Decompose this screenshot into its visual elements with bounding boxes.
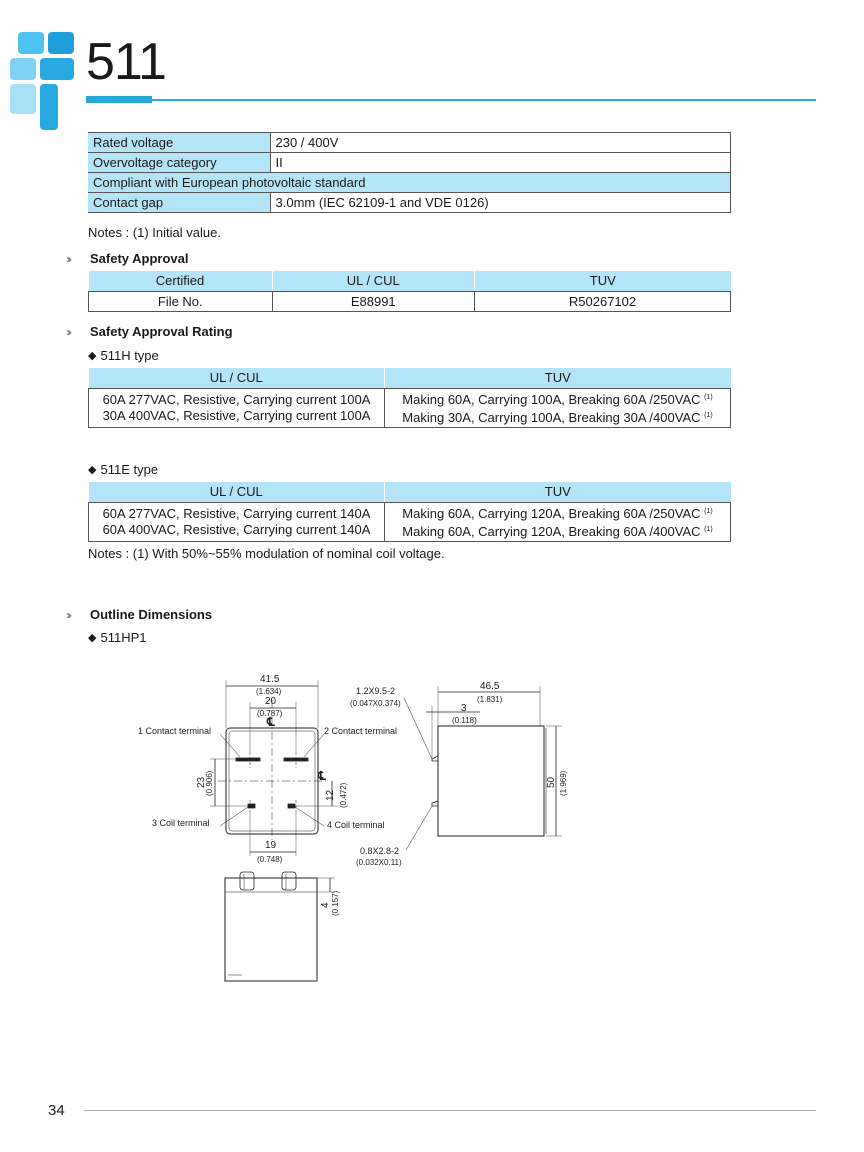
spec-row — [88, 153, 731, 173]
dim-label: (1.831) — [477, 695, 503, 704]
terminal-1 — [236, 758, 260, 761]
dim-label: (1.969) — [559, 770, 568, 796]
chevron-right-icon: ››› — [66, 324, 69, 339]
section-safety-approval — [66, 251, 189, 266]
terminal-label: 4 Coil terminal — [327, 820, 385, 830]
section-heading: Outline Dimensions — [90, 607, 213, 622]
title-rule — [86, 99, 816, 101]
rating-header: TUV — [385, 482, 731, 502]
type-label-text: 511E type — [100, 462, 159, 477]
dim-label: (0.748) — [257, 855, 283, 864]
rating-header: TUV — [385, 368, 731, 388]
dim-label: (0.032X0.11) — [356, 858, 402, 867]
dim-label: 46.5 — [480, 681, 500, 692]
approval-header: Certified — [89, 271, 273, 291]
spec-label: Contact gap — [88, 193, 270, 213]
rating-text: Making 60A, Carrying 100A, Breaking 60A /250VAC — [402, 391, 701, 407]
type-label-text: 511H type — [100, 348, 159, 363]
dim-label: 19 — [265, 840, 277, 851]
terminal-label: 1 Contact terminal — [138, 726, 212, 736]
model-label — [88, 630, 146, 645]
notes-initial: Notes : (1) Initial value. — [88, 225, 221, 240]
section-heading: Safety Approval Rating — [90, 324, 233, 339]
spec-table — [88, 132, 731, 213]
diamond-bullet-icon: ◆ — [88, 464, 97, 476]
centerline-symbol: ℄ — [267, 715, 275, 729]
section-outline — [66, 607, 212, 622]
rating-line: 60A 400VAC, Resistive, Carrying current 140A — [102, 521, 371, 537]
footnote-mark: (1) — [704, 411, 713, 419]
rating-header: UL / CUL — [89, 368, 385, 388]
outline-drawing — [130, 660, 590, 990]
rating-line — [387, 408, 728, 426]
approval-cell: R50267102 — [475, 291, 731, 311]
dim-label: 41.5 — [260, 674, 280, 685]
spec-label: Overvoltage category — [88, 153, 270, 173]
dim-label: 23 — [196, 776, 207, 788]
dim-label: 20 — [265, 696, 277, 707]
rating-ul-cell — [89, 502, 385, 541]
approval-cell: E88991 — [272, 291, 475, 311]
rating-line — [387, 504, 728, 522]
relay-front-view — [225, 878, 317, 981]
spec-value: 230 / 400V — [270, 133, 731, 153]
rating-table-e — [88, 482, 731, 542]
rating-text: Making 60A, Carrying 120A, Breaking 60A /400VAC — [402, 523, 701, 539]
rating-ul-cell — [89, 388, 385, 427]
rating-line: 60A 277VAC, Resistive, Carrying current 140A — [102, 505, 371, 521]
spec-value: 3.0mm (IEC 62109-1 and VDE 0126) — [270, 193, 731, 213]
rating-line: 30A 400VAC, Resistive, Carrying current 100A — [102, 407, 371, 423]
terminal-label: 2 Contact terminal — [324, 726, 398, 736]
chevron-right-icon: ››› — [66, 251, 69, 266]
chevron-right-icon: ››› — [66, 607, 69, 622]
type-label-h — [88, 348, 159, 363]
relay-side-view — [438, 726, 544, 836]
centerline-symbol: ℄ — [318, 769, 326, 783]
dim-label: (0.787) — [257, 709, 283, 718]
page-title: 511 — [86, 33, 166, 91]
approval-cell: File No. — [89, 291, 273, 311]
page-number: 34 — [48, 1102, 65, 1119]
approval-table — [88, 271, 731, 312]
spec-row — [88, 133, 731, 153]
spec-row — [88, 173, 731, 193]
terminal-label: 3 Coil terminal — [152, 818, 210, 828]
dim-label: 4 — [320, 902, 331, 908]
section-heading: Safety Approval — [90, 251, 189, 266]
brand-logo — [10, 32, 78, 130]
terminal-3 — [248, 804, 255, 808]
notes-modulation: Notes : (1) With 50%~55% modulation of nominal coil voltage. — [88, 546, 445, 561]
approval-header: UL / CUL — [272, 271, 475, 291]
rating-tuv-cell — [385, 388, 731, 427]
spec-label: Compliant with European photovoltaic standard — [88, 173, 731, 193]
spec-label: Rated voltage — [88, 133, 270, 153]
footnote-mark: (1) — [704, 525, 713, 533]
type-label-e — [88, 462, 158, 477]
approval-header: TUV — [475, 271, 731, 291]
spec-row — [88, 193, 731, 213]
dim-label: 0.8X2.8-2 — [360, 846, 400, 856]
rating-line — [387, 390, 728, 408]
dim-label: (0.118) — [452, 716, 477, 725]
dim-label: (0.906) — [205, 770, 214, 796]
footer-rule — [84, 1110, 816, 1111]
dim-label: (0.472) — [339, 782, 348, 808]
diamond-bullet-icon: ◆ — [88, 632, 97, 644]
diamond-bullet-icon: ◆ — [88, 350, 97, 362]
spec-value: II — [270, 153, 731, 173]
dim-label: (0.157) — [331, 890, 340, 916]
rating-tuv-cell — [385, 502, 731, 541]
footnote-mark: (1) — [704, 507, 713, 515]
section-safety-rating — [66, 324, 233, 339]
rating-text: Making 60A, Carrying 120A, Breaking 60A /250VAC — [402, 505, 701, 521]
footnote-mark: (1) — [704, 393, 713, 401]
terminal-4 — [288, 804, 295, 808]
dim-label: 3 — [461, 703, 467, 714]
model-label-text: 511HP1 — [100, 630, 147, 645]
dim-label: (0.047X0.374) — [350, 699, 401, 708]
rating-line — [387, 522, 728, 540]
rating-line: 60A 277VAC, Resistive, Carrying current 100A — [102, 391, 371, 407]
rating-text: Making 30A, Carrying 100A, Breaking 30A /400VAC — [402, 409, 701, 425]
rating-header: UL / CUL — [89, 482, 385, 502]
dim-label: 12 — [325, 789, 336, 801]
dim-label: 50 — [546, 776, 557, 788]
dim-label: (1.634) — [256, 687, 282, 696]
dim-label: 1.2X9.5-2 — [356, 686, 396, 696]
rating-table-h — [88, 368, 731, 428]
